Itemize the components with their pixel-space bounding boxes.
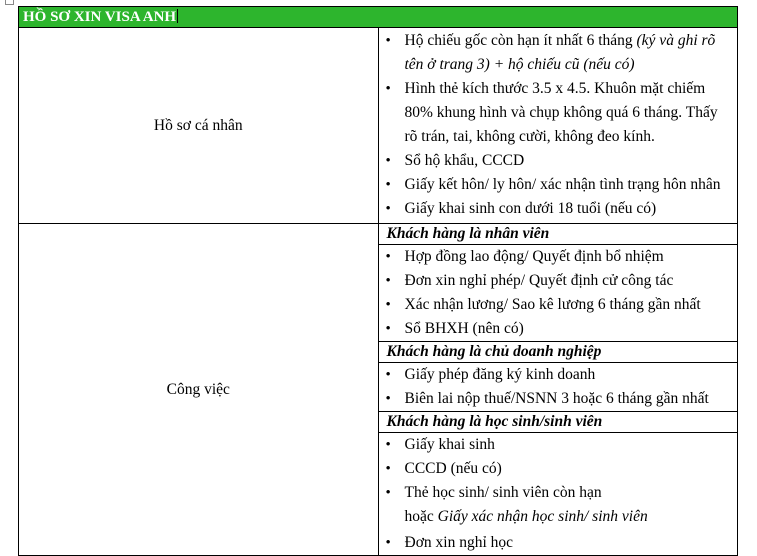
- student-heading: Khách hàng là học sinh/sinh viên: [379, 411, 738, 433]
- student-group: [379, 411, 738, 555]
- list-item: • Thẻ học sinh/ sinh viên còn hạn hoặc Giấy xác nhận học sinh/ sinh viên: [379, 481, 734, 529]
- list-item: • Giấy phép đăng ký kinh doanh: [379, 363, 734, 387]
- work-label: Công việc: [166, 380, 230, 398]
- list-item: • Sổ hộ khẩu, CCCD: [379, 149, 734, 173]
- list-item: • Biên lai nộp thuế/NSNN 3 hoặc 6 tháng gần nhất: [379, 387, 734, 411]
- list-item: • Đơn xin nghỉ học: [379, 531, 734, 555]
- work-row: [19, 224, 738, 556]
- list-item: • CCCD (nếu có): [379, 457, 734, 481]
- student-list: [379, 433, 738, 555]
- list-item: • Hình thẻ kích thước 3.5 x 4.5. Khuôn mặt chiếm 80% khung hình và chụp không quá 6 tháng. Thấy rõ trán, tai, không cười, không đeo kính.: [379, 77, 734, 149]
- list-item: • Giấy khai sinh: [379, 433, 734, 457]
- personal-label: Hồ sơ cá nhân: [153, 116, 243, 134]
- visa-requirements-table: [18, 6, 738, 556]
- table-title-cell[interactable]: [19, 7, 738, 28]
- personal-list: [379, 28, 738, 223]
- text-cursor: [177, 9, 178, 23]
- business-owner-group: [379, 341, 738, 411]
- employee-group: [379, 224, 738, 341]
- business-owner-heading: Khách hàng là chủ doanh nghiệp: [379, 341, 738, 363]
- personal-row: [19, 28, 738, 224]
- list-item: • Hộ chiếu gốc còn hạn ít nhất 6 tháng (ký và ghi rõ tên ở trang 3) + hộ chiếu cũ (nếu có): [379, 29, 734, 77]
- work-content-cell[interactable]: [378, 224, 738, 556]
- personal-content-cell[interactable]: [378, 28, 738, 224]
- list-item: • Giấy khai sinh con dưới 18 tuổi (nếu có): [379, 197, 734, 221]
- list-item: • Giấy kết hôn/ ly hôn/ xác nhận tình trạng hôn nhân: [379, 173, 734, 197]
- list-item: • Đơn xin nghỉ phép/ Quyết định cử công tác: [379, 269, 734, 293]
- work-label-cell[interactable]: [19, 224, 379, 556]
- title-row: [19, 7, 738, 28]
- business-owner-list: [379, 363, 738, 411]
- table-move-handle[interactable]: [5, 0, 14, 5]
- employee-heading: Khách hàng là nhân viên: [379, 224, 738, 245]
- personal-label-cell[interactable]: [19, 28, 379, 224]
- list-item: • Sổ BHXH (nên có): [379, 317, 734, 341]
- list-item: • Hợp đồng lao động/ Quyết định bổ nhiệm: [379, 245, 734, 269]
- employee-list: [379, 245, 738, 341]
- table-title: HỒ SƠ XIN VISA ANH: [23, 9, 177, 25]
- list-item: • Xác nhận lương/ Sao kê lương 6 tháng gần nhất: [379, 293, 734, 317]
